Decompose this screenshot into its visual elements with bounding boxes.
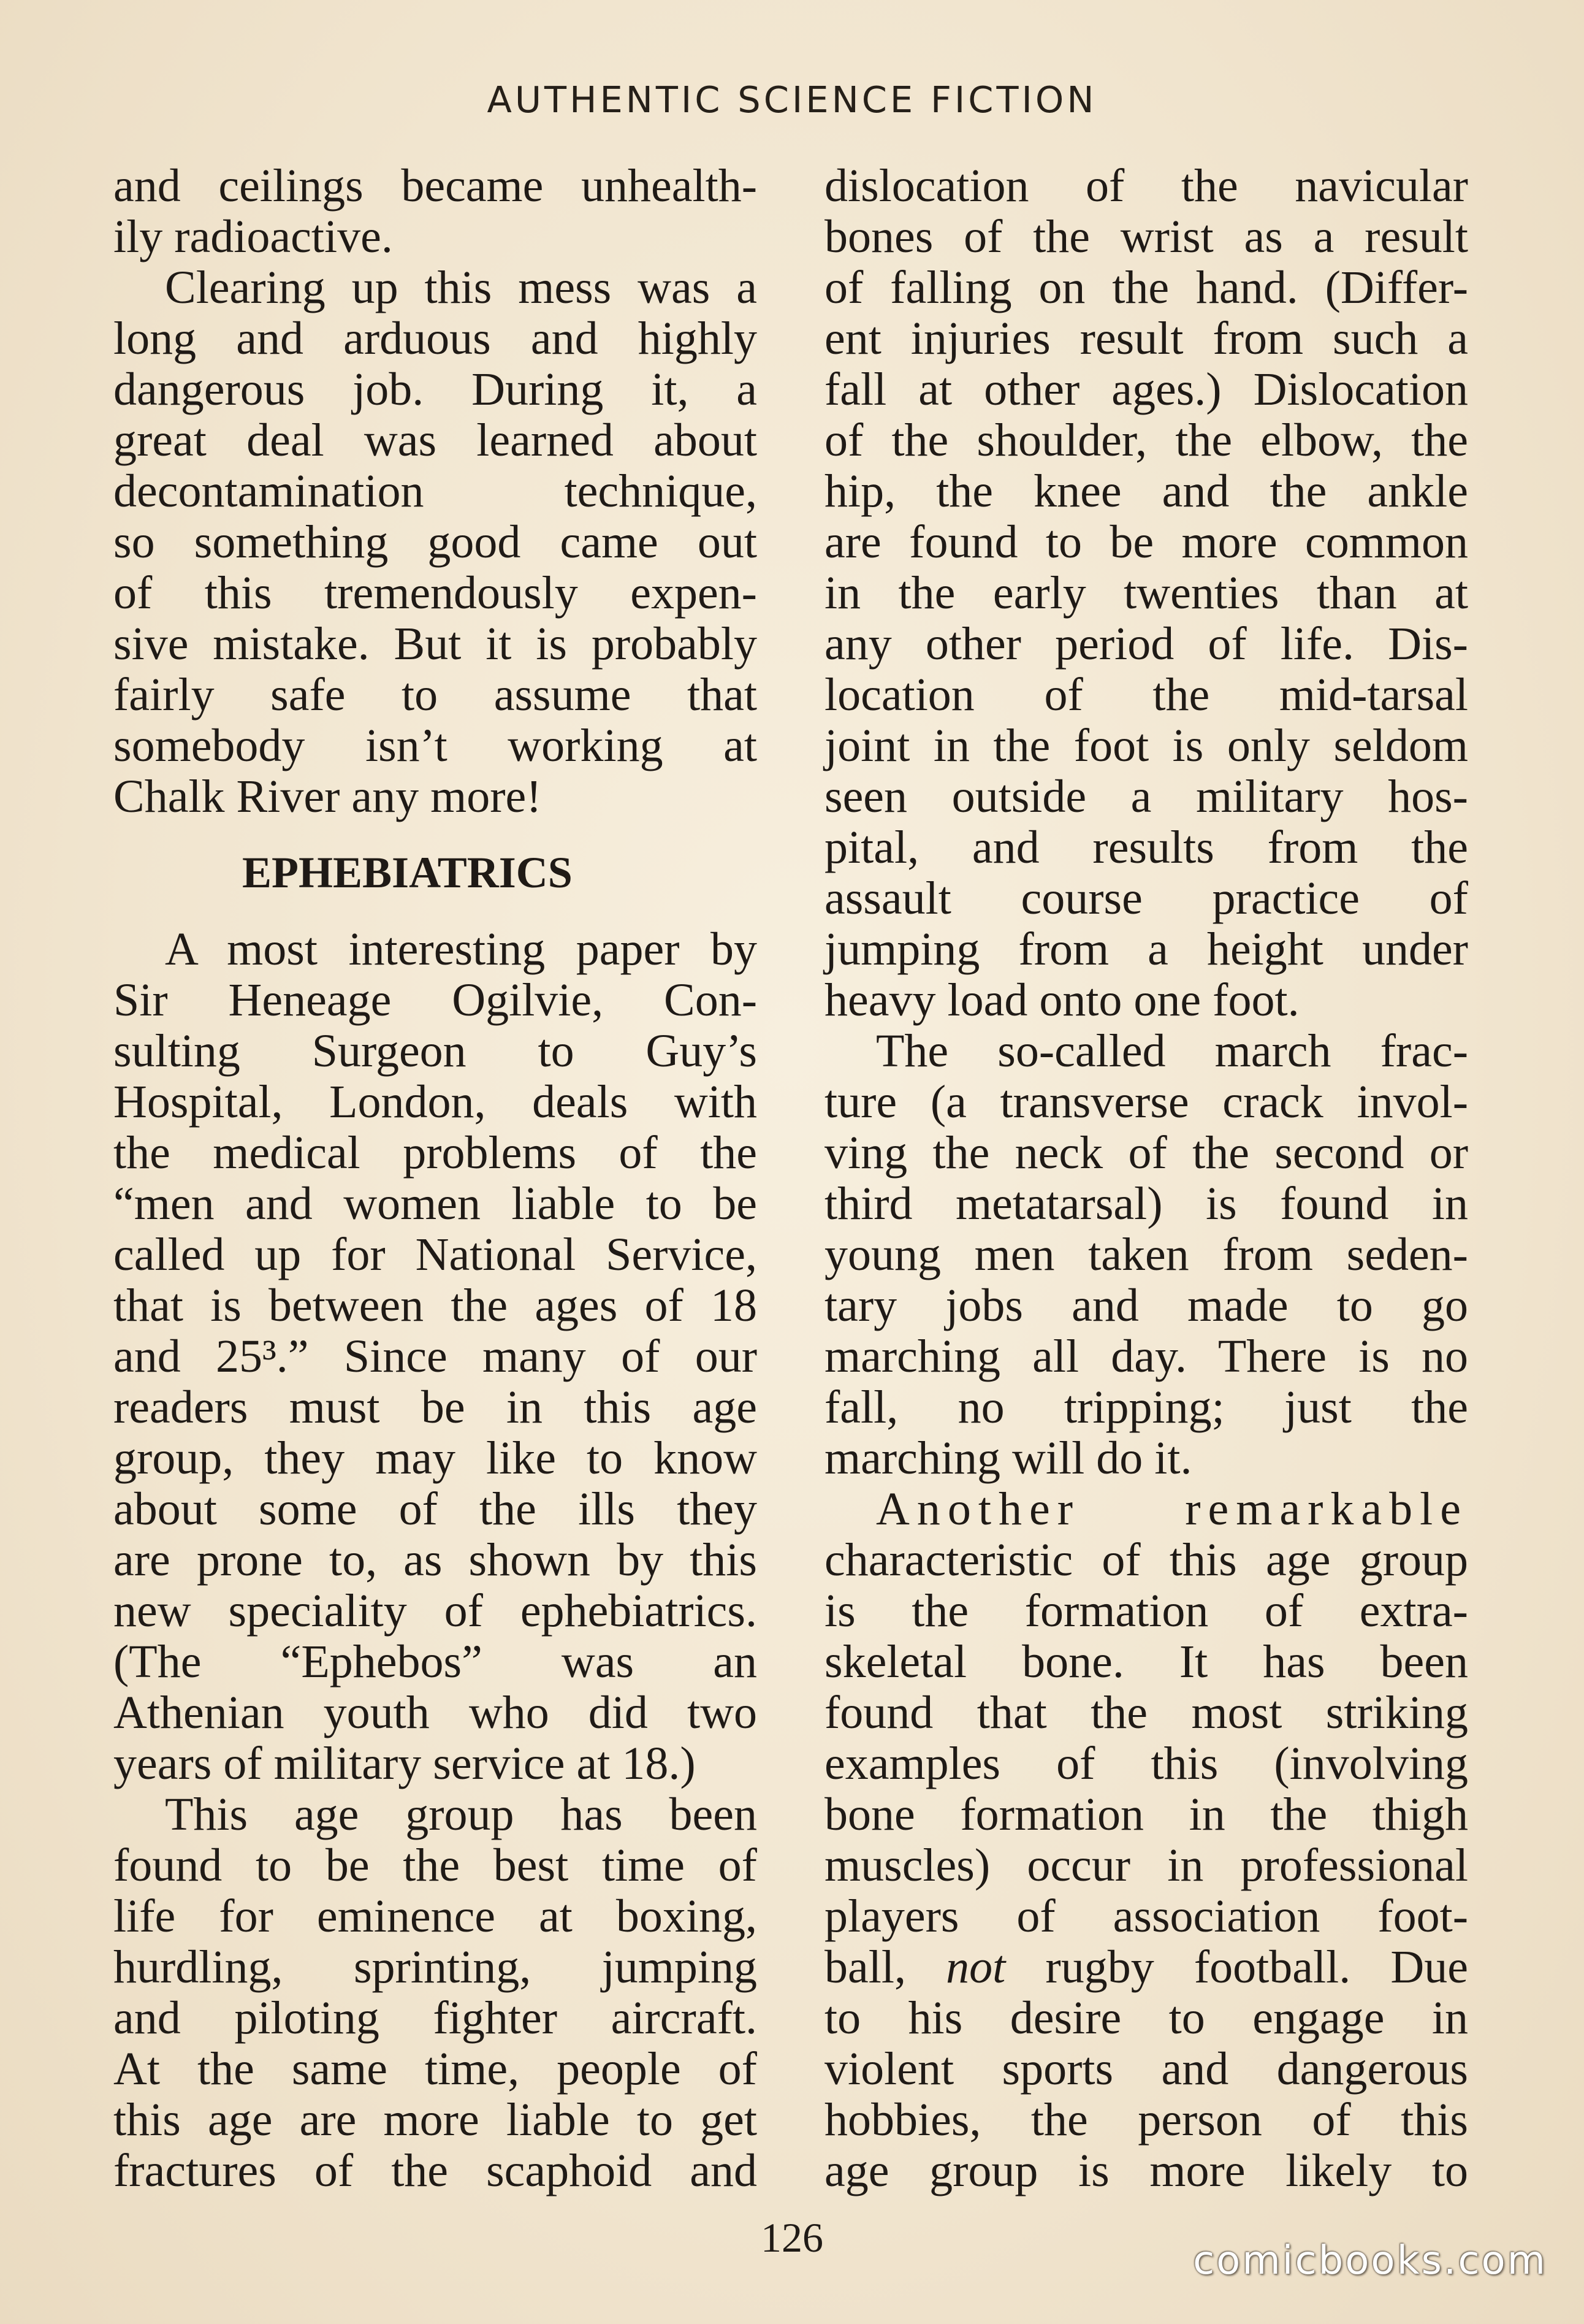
text-line: Sir Heneage Ogilvie, Con- [113, 974, 757, 1026]
text-line: marching all day. There is no [824, 1331, 1468, 1382]
text-line: hurdling, sprinting, jumping [113, 1941, 757, 1993]
text-line: fairly safe to assume that [113, 669, 757, 721]
section-heading: EPHEBIATRICS [242, 848, 573, 897]
text-line: bones of the wrist as a result [824, 211, 1468, 262]
text-line: any other period of life. Dis- [824, 618, 1468, 670]
text-line: of falling on the hand. (Differ- [824, 262, 1468, 313]
text-line: Chalk River any more! [113, 771, 542, 822]
italic-word: not [946, 1941, 1006, 1993]
text-line: group, they may like to know [113, 1432, 757, 1484]
text-line: new speciality of ephebiatrics. [113, 1585, 757, 1637]
text-line: years of military service at 18.) [113, 1738, 696, 1789]
text-line: ving the neck of the second or [824, 1127, 1468, 1179]
text-line: Another remarkable [876, 1483, 1468, 1535]
text-line: Clearing up this mess was a [165, 262, 757, 313]
text-line: hip, the knee and the ankle [824, 465, 1468, 517]
text-line: muscles) occur in professional [824, 1840, 1468, 1891]
text-line: great deal was learned about [113, 415, 757, 466]
text-line: A most interesting paper by [165, 923, 757, 975]
text-fragment: ball, [824, 1941, 946, 1993]
text-line: examples of this (involving [824, 1738, 1468, 1789]
text-line: readers must be in this age [113, 1382, 757, 1433]
left-column [113, 161, 757, 2196]
text-line: skeletal bone. It has been [824, 1636, 1468, 1688]
text-line: sive mistake. But it is probably [113, 618, 757, 670]
text-line: fall at other ages.) Dislocation [824, 364, 1468, 415]
text-line: about some of the ills they [113, 1483, 757, 1535]
text-line: and 25³.” Since many of our [113, 1331, 757, 1382]
text-line: fall, no tripping; just the [824, 1382, 1468, 1433]
text-fragment: rugby football. Due [1005, 1941, 1469, 1993]
text-line: life for eminence at boxing, [113, 1890, 757, 1942]
text-line: hobbies, the person of this [824, 2094, 1468, 2146]
text-line: Athenian youth who did two [113, 1687, 757, 1738]
text-line: somebody isn’t working at [113, 720, 757, 771]
text-line: marching will do it. [824, 1432, 1192, 1484]
text-line: (The “Ephebos” was an [113, 1636, 757, 1688]
text-line: long and arduous and highly [113, 313, 757, 364]
text-line: age group is more likely to [824, 2145, 1468, 2196]
text-line: assault course practice of [824, 873, 1468, 924]
text-line: to his desire to engage in [824, 1992, 1468, 2044]
text-line: jumping from a height under [824, 923, 1468, 975]
text-line: Hospital, London, deals with [113, 1076, 757, 1128]
text-line: this age are more liable to get [113, 2094, 757, 2146]
text-line: found that the most striking [824, 1687, 1468, 1738]
text-line: bone formation in the thigh [824, 1789, 1468, 1840]
text-line: called up for National Service, [113, 1229, 757, 1280]
text-line: ture (a transverse crack invol- [824, 1076, 1468, 1128]
text-line: and ceilings became unhealth- [113, 160, 757, 212]
text-line: tary jobs and made to go [824, 1280, 1468, 1331]
text-line: is the formation of extra- [824, 1585, 1468, 1637]
text-line: young men taken from seden- [824, 1229, 1468, 1280]
watermark: comicbooks.com [1192, 2238, 1547, 2284]
text-line: so something good came out [113, 516, 757, 568]
text-line: pital, and results from the [824, 822, 1468, 873]
text-line: This age group has been [165, 1789, 757, 1840]
text-line: sulting Surgeon to Guy’s [113, 1025, 757, 1077]
text-line: “men and women liable to be [113, 1178, 757, 1229]
text-line: seen outside a military hos- [824, 771, 1468, 822]
text-line: fractures of the scaphoid and [113, 2145, 757, 2196]
text-line: the medical problems of the [113, 1127, 757, 1179]
text-line: location of the mid-tarsal [824, 669, 1468, 721]
text-line: decontamination technique, [113, 465, 757, 517]
text-line-with-italic [824, 1942, 1468, 1993]
text-line: violent sports and dangerous [824, 2043, 1468, 2095]
text-line: joint in the foot is only seldom [824, 720, 1468, 771]
text-line: third metatarsal) is found in [824, 1178, 1468, 1229]
text-line: The so-called march frac- [876, 1025, 1468, 1077]
text-line: of the shoulder, the elbow, the [824, 415, 1468, 466]
text-line: in the early twenties than at [824, 567, 1468, 619]
text-line: are prone to, as shown by this [113, 1534, 757, 1586]
right-column [824, 161, 1468, 2196]
text-line: At the same time, people of [113, 2043, 757, 2095]
text-line: are found to be more common [824, 516, 1468, 568]
page-number: 126 [761, 2214, 823, 2261]
text-line: players of association foot- [824, 1890, 1468, 1942]
text-line: characteristic of this age group [824, 1534, 1468, 1586]
text-line: ent injuries result from such a [824, 313, 1468, 364]
text-line: dangerous job. During it, a [113, 364, 757, 415]
text-line: dislocation of the navicular [824, 160, 1468, 212]
text-line: that is between the ages of 18 [113, 1280, 757, 1331]
text-line: of this tremendously expen- [113, 567, 757, 619]
text-line: ily radioactive. [113, 211, 393, 262]
text-line: and piloting fighter aircraft. [113, 1992, 757, 2044]
text-line: found to be the best time of [113, 1840, 757, 1891]
text-line: heavy load onto one foot. [824, 974, 1300, 1026]
running-title: AUTHENTIC SCIENCE FICTION [487, 78, 1097, 121]
